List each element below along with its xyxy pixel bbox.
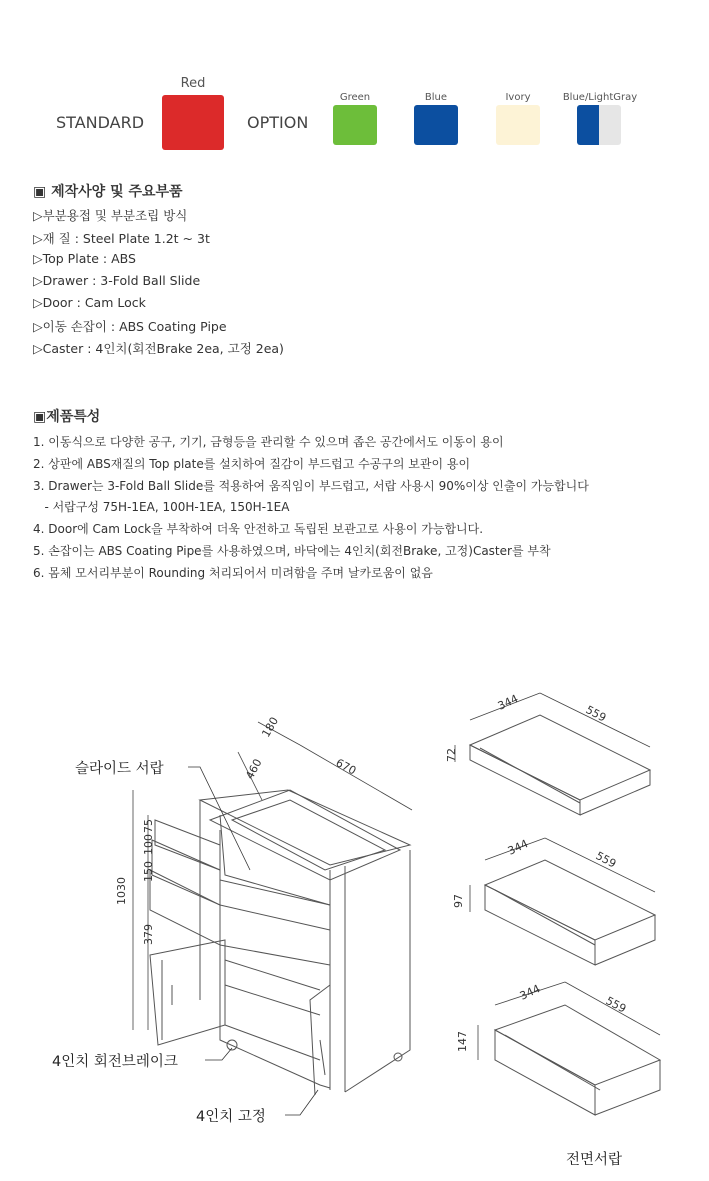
dim-75: 75 [142,819,155,833]
feature-item: 1. 이동식으로 다양한 공구, 기기, 금형등을 관리할 수 있으며 좁은 공간에서도 이동이 용이 [33,435,504,449]
dim-100: 100 [142,834,155,855]
callout-caster-brake: 4인치 회전브레이크 [52,1054,178,1070]
specs-title: ▣ 제작사양 및 주요부품 [33,184,183,200]
spec-item: ▷이동 손잡이 : ABS Coating Pipe [33,319,227,334]
standard-label: STANDARD [56,113,145,132]
option-label: OPTION [247,113,309,132]
dim-height: 1030 [115,877,128,905]
feature-item: - 서랍구성 75H-1EA, 100H-1EA, 150H-1EA [33,500,290,514]
drawer2-height: 97 [452,894,465,908]
features-title: ▣제품특성 [33,409,101,425]
drawer3-width: 344 [517,982,543,1003]
dim-width: 460 [243,756,265,782]
swatch-label-red: Red [180,76,206,91]
feature-item: 5. 손잡이는 ABS Coating Pipe를 사용하였으며, 바닥에는 4인치(회전Brake, 고정)Caster를 부착 [33,544,551,558]
dim-379: 379 [142,924,155,945]
callout-caster-fixed: 4인치 고정 [196,1109,266,1125]
dim-depth-top: 180 [259,714,282,740]
dim-150: 150 [142,861,155,882]
swatch-label-blue-lightgray: Blue/LightGray [562,92,638,103]
feature-item: 6. 몸체 모서리부분이 Rounding 처리되어서 미려함을 주며 날카로움이 없음 [33,566,433,580]
spec-item: ▷Top Plate : ABS [33,251,136,266]
spec-item: ▷Drawer : 3-Fold Ball Slide [33,273,201,288]
drawer2-width: 344 [505,837,531,858]
feature-item: 2. 상판에 ABS재질의 Top plate를 설치하여 질감이 부드럽고 수공구의 보관이 용이 [33,457,471,471]
swatch-label-green: Green [339,92,371,103]
spec-item: ▷재 질 : Steel Plate 1.2t ~ 3t [33,231,210,246]
drawer1-depth: 559 [583,703,609,725]
feature-item: 3. Drawer는 3-Fold Ball Slide를 적용하여 움직임이 부드럽고, 서랍 사용시 90%이상 인출이 가능합니다 [33,479,589,493]
callout-front-drawer: 전면서랍 [566,1152,623,1168]
drawer2-depth: 559 [593,849,619,871]
spec-item: ▷Door : Cam Lock [33,295,146,310]
spec-item: ▷부분용접 및 부분조립 방식 [33,208,188,223]
feature-item: 4. Door에 Cam Lock을 부착하여 더욱 안전하고 독립된 보관고로 사용이 가능합니다. [33,522,484,536]
spec-item: ▷Caster : 4인치(회전Brake 2ea, 고정 2ea) [33,341,284,356]
drawer3-height: 147 [456,1031,469,1052]
swatch-label-blue: Blue [424,92,448,103]
swatch-label-ivory: Ivory [505,92,531,103]
drawer3-depth: 559 [603,994,629,1016]
dim-length: 670 [333,756,359,778]
drawer1-width: 344 [495,692,521,713]
callout-slide-drawer: 슬라이드 서랍 [75,761,164,777]
drawer1-height: 72 [445,748,458,762]
